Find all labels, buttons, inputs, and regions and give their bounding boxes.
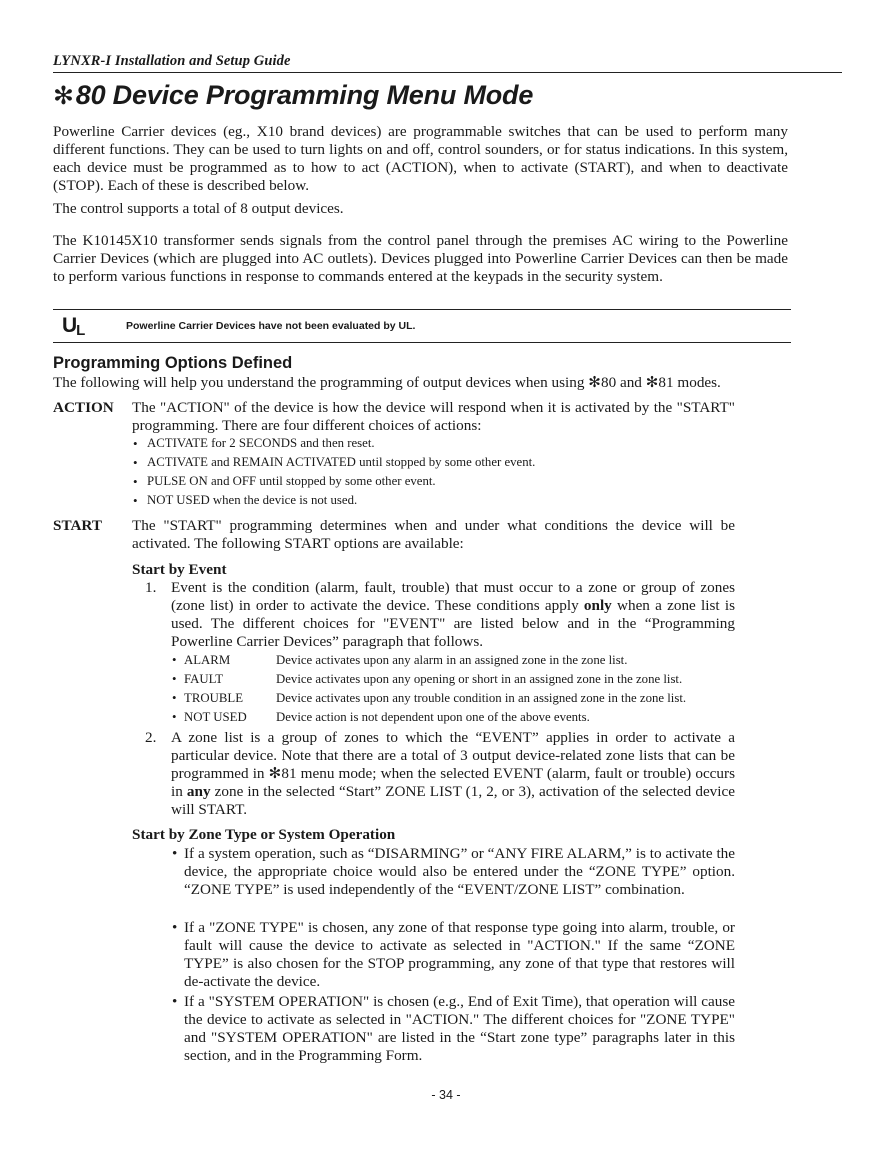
zone-type-bullet-1: [171, 845, 735, 899]
event-description: Device activates upon any opening or short in an assigned zone in the zone list.: [276, 672, 683, 686]
event-description: Device action is not dependent upon one of the above events.: [276, 710, 590, 724]
item-text-part: zone in the selected “Start” ZONE LIST (1, 2, or 3), activation of the selected device will START.: [171, 783, 735, 818]
bullet-text: If a "ZONE TYPE" is chosen, any zone of that response type going into alarm, trouble, or fault will cause the device to activate as selected in "ACTION." If the same “ZONE TYPE” is also chosen for the STOP programming, any zone of that type that restores will de-activate the device.: [184, 919, 735, 990]
event-name: ALARM: [184, 653, 231, 667]
ul-notice-top-rule: [53, 309, 791, 310]
page-title-text: 80 Device Programming Menu Mode: [75, 80, 534, 110]
bullet-icon: •: [172, 710, 177, 724]
ul-notice-bottom-rule: [53, 342, 791, 343]
ul-logo-icon: [62, 314, 84, 338]
action-definition: The "ACTION" of the device is how the device will respond when it is activated by the "START" programming. There are four different choices of actions:: [132, 399, 735, 434]
start-definition: The "START" programming determines when and under what conditions the device will be activated. The following START options are available:: [132, 517, 735, 552]
event-name: NOT USED: [184, 710, 247, 724]
action-choices-list: [132, 434, 535, 510]
start-by-event-heading: Start by Event: [132, 561, 227, 578]
bullet-icon: •: [172, 993, 178, 1010]
item-text-part: when a zone list is used. The different choices for "EVENT" are listed below and in the “Programming Powerline Carrier Devices” paragraph that follows.: [171, 597, 735, 650]
bullet-icon: •: [172, 672, 177, 686]
event-description: Device activates upon any alarm in an assigned zone in the zone list.: [276, 653, 628, 667]
start-term: START: [53, 517, 102, 534]
bullet-text: If a system operation, such as “DISARMING” or “ANY FIRE ALARM,” is to activate the device, the appropriate choice would also be entered under the “ZONE TYPE” option. “ZONE TYPE” is used independently of the “EVENT/ZONE LIST” combination.: [184, 845, 735, 898]
ul-notice-text: Powerline Carrier Devices have not been evaluated by UL.: [126, 320, 416, 332]
intro-paragraph-3: The K10145X10 transformer sends signals from the control panel through the premises AC wiring to the Powerline Carrier Devices (which are plugged into AC outlets). Devices plugged into Powerline Carrier Devices can then be made to perform various functions in response to commands entered at the keypads in the security system.: [53, 232, 788, 285]
running-header: LYNXR-I Installation and Setup Guide: [53, 53, 291, 69]
item-emphasis: only: [583, 597, 612, 614]
ul-logo-l: L: [76, 322, 85, 339]
bullet-icon: •: [172, 845, 178, 862]
event-description: Device activates upon any trouble condition in an assigned zone in the zone list.: [276, 691, 687, 705]
event-name: TROUBLE: [184, 691, 244, 705]
bullet-icon: •: [172, 653, 177, 667]
item-emphasis: any: [186, 783, 211, 800]
intro-paragraph-1: Powerline Carrier devices (eg., X10 brand devices) are programmable switches that can be used to perform many different functions. They can be used to turn lights on and off, control sounders, or for status indications. In this system, each device must be programmed as to how to act (ACTION), when to activate (START), and when to deactivate (STOP). Each of these is described below.: [53, 123, 788, 194]
zone-type-bullet-2: [171, 919, 735, 991]
asterisk-icon: ✻: [53, 82, 74, 110]
event-item-1: [145, 579, 735, 651]
event-name: FAULT: [184, 672, 224, 686]
list-item: • ACTIVATE for 2 SECONDS and then reset.: [132, 434, 535, 453]
page-number: - 34 -: [431, 1088, 461, 1102]
header-rule: [53, 72, 842, 73]
bullet-icon: •: [172, 919, 178, 936]
item-text: [171, 729, 735, 819]
intro-paragraph-2: The control supports a total of 8 output devices.: [53, 200, 344, 217]
list-item: • PULSE ON and OFF until stopped by some other event.: [132, 472, 535, 491]
section-heading: Programming Options Defined: [53, 354, 293, 372]
start-by-zone-type-heading: Start by Zone Type or System Operation: [132, 826, 396, 843]
item-number: 2.: [145, 729, 157, 746]
list-item: • ACTIVATE and REMAIN ACTIVATED until stopped by some other event.: [132, 453, 535, 472]
action-term: ACTION: [53, 399, 114, 416]
zone-type-bullet-3: [171, 993, 735, 1065]
item-number: 1.: [145, 579, 157, 596]
item-text-part: Event is the condition (alarm, fault, trouble) that must occur to a zone or group of zones (zone list) in order to activate the device. These conditions apply: [171, 579, 735, 614]
options-lead: The following will help you understand the programming of output devices when using ✻80 and ✻81 modes.: [53, 374, 721, 391]
bullet-icon: •: [172, 691, 177, 705]
event-item-2: [145, 729, 735, 819]
item-text: [171, 579, 735, 651]
ul-logo-u: U: [62, 314, 77, 337]
item-text-part: A zone list is a group of zones to which the “EVENT” applies in order to activate a particular device. Note that there are a total of 3 output device-related zone lists that can be programmed in ✻81 menu mode; when the selected EVENT (alarm, fault or trouble) occurs in: [171, 729, 735, 800]
list-item: • NOT USED when the device is not used.: [132, 491, 535, 510]
bullet-text: If a "SYSTEM OPERATION" is chosen (e.g., End of Exit Time), that operation will cause the device to activate as selected in "ACTION." The different choices for "ZONE TYPE" and "SYSTEM OPERATION" are listed in the “Start zone type” paragraphs later in this section, and in the Programming Form.: [184, 993, 735, 1064]
ul-notice: [53, 309, 791, 343]
page-title: [53, 80, 533, 111]
